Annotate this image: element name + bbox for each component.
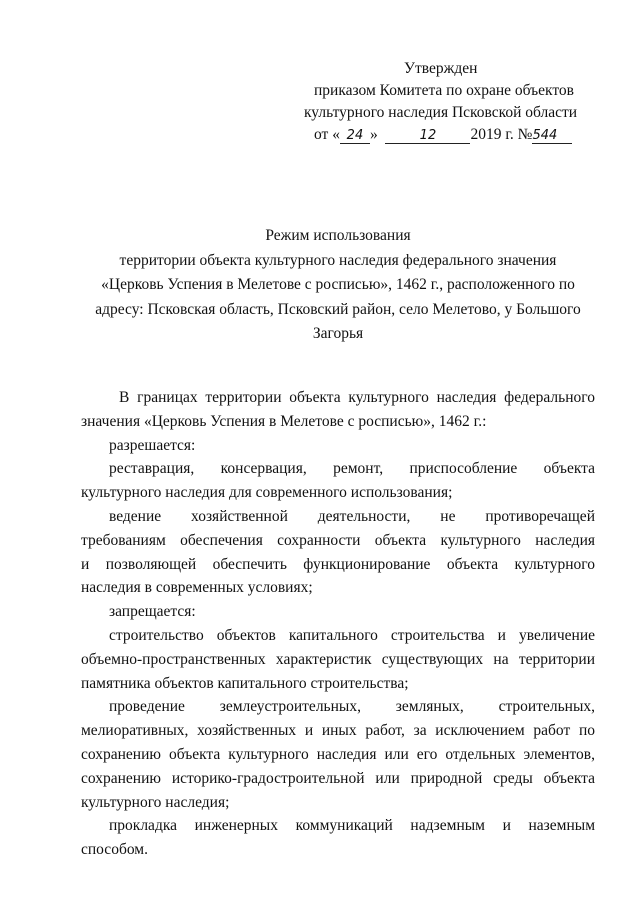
prohibited-2-line-5: культурного наследия; xyxy=(81,793,230,811)
prohibited-2-line-3: сохранению объекта культурного наследия или его отдельных элементов, xyxy=(81,745,595,763)
title-line-1: Режим использования xyxy=(265,227,411,244)
approval-stamp-block xyxy=(300,58,600,146)
allowed-2-line-2: требованиям обеспечения сохранности объекта культурного наследия xyxy=(81,531,595,549)
title-line-2: территории объекта культурного наследия федерального значения xyxy=(119,251,557,269)
approval-date-line xyxy=(300,124,600,146)
prohibited-item-3 xyxy=(81,814,595,862)
prohibited-3-line-1: прокладка инженерных коммуникаций надземным и наземным xyxy=(109,817,595,835)
allowed-1-line-2: культурного наследия для современного использования; xyxy=(81,484,453,502)
handwritten-order-number: 544 xyxy=(532,129,572,144)
title-line-5: Загорья xyxy=(312,325,364,342)
prohibited-item-1 xyxy=(81,624,595,695)
year-and-number-label: 2019 г. № xyxy=(470,126,533,143)
prohibited-3-line-2: способом. xyxy=(81,841,148,859)
title-line-4: адресу: Псковская область, Псковский район, село Мелетово, у Большого xyxy=(95,300,581,318)
allowed-item-1 xyxy=(81,457,595,505)
prohibited-2-line-1: проведение землеустроительных, земляных, строительных, xyxy=(109,698,595,716)
handwritten-month: 12 xyxy=(385,129,470,144)
document-title xyxy=(70,224,606,347)
allowed-1-line-1: реставрация, консервация, ремонт, приспособление объекта xyxy=(109,460,595,478)
approval-committee-line: культурного наследия Псковской области xyxy=(304,104,578,121)
approval-title: Утвержден xyxy=(404,60,478,77)
allowed-2-line-1: ведение хозяйственной деятельности, не противоречащей xyxy=(109,507,595,525)
approval-order-line: приказом Комитета по охране объектов xyxy=(314,82,575,99)
prohibited-1-line-3: памятника объектов капитального строительства; xyxy=(81,674,409,692)
allowed-item-2 xyxy=(81,505,595,600)
prohibited-1-line-2: объемно-пространственных характеристик существующих на территории xyxy=(81,650,595,668)
intro-line-2: значения «Церковь Успения в Мелетове с росписью», 1462 г.: xyxy=(81,412,487,430)
date-prefix: от « xyxy=(314,126,340,143)
intro-paragraph xyxy=(81,386,595,434)
allowed-heading-text: разрешается: xyxy=(109,436,196,454)
allowed-heading xyxy=(81,434,595,458)
prohibited-heading xyxy=(81,600,595,624)
handwritten-day: 24 xyxy=(340,129,370,144)
prohibited-item-2 xyxy=(81,695,595,814)
date-separator: » xyxy=(369,126,378,143)
document-body xyxy=(81,386,595,862)
allowed-2-line-3: и позволяющей обеспечить функционирование объекта культурного xyxy=(81,555,595,573)
intro-line-1: В границах территории объекта культурного наследия федерального xyxy=(119,389,595,406)
prohibited-heading-text: запрещается: xyxy=(109,603,196,621)
allowed-2-line-4: наследия в современных условиях; xyxy=(81,579,313,597)
prohibited-1-line-1: строительство объектов капитального строительства и увеличение xyxy=(109,626,595,644)
title-line-3: «Церковь Успения в Мелетове с росписью», 1462 г., расположенного по xyxy=(101,276,575,293)
prohibited-2-line-4: сохранению историко-градостроительной или природной среды объекта xyxy=(81,769,595,787)
prohibited-2-line-2: мелиоративных, хозяйственных и иных работ, за исключением работ по xyxy=(81,722,595,740)
